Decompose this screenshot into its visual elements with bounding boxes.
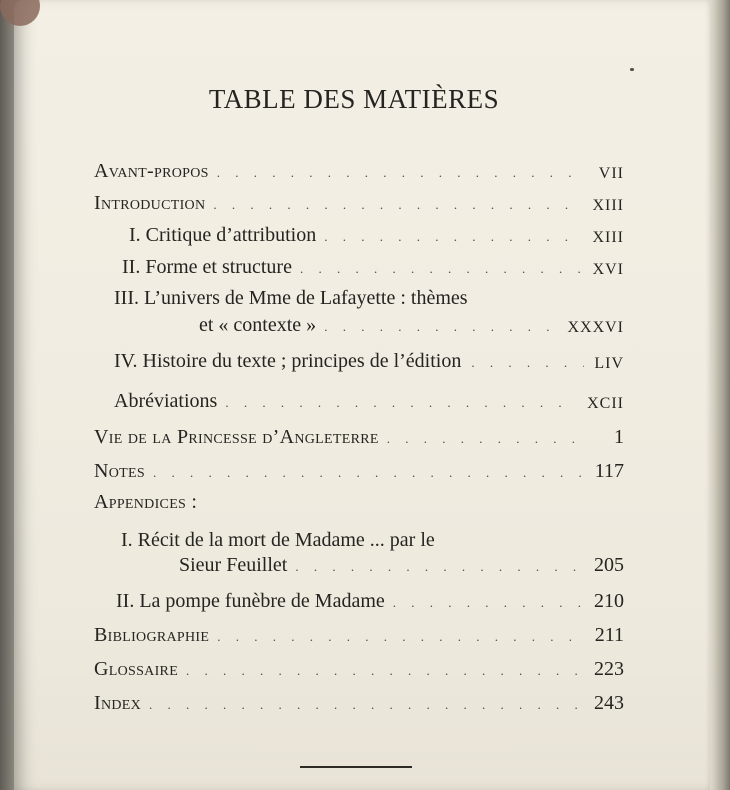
toc-label: Bibliographie: [94, 624, 210, 646]
toc-entry-abreviations: [114, 387, 624, 413]
toc-page-number: 223: [594, 658, 624, 680]
dot-leader: [149, 695, 584, 715]
dot-leader: [324, 227, 582, 247]
toc-entry-univers: [199, 311, 624, 337]
toc-entry-critique: [129, 221, 624, 247]
dot-leader: [217, 627, 584, 647]
toc-entry-vie: [94, 423, 624, 449]
toc-page-number: 211: [594, 624, 624, 646]
toc-page-number: 205: [594, 554, 624, 576]
toc-label: et « contexte »: [199, 314, 317, 336]
toc-page-number: 1: [614, 426, 624, 448]
toc-appendices-heading: Appendices :: [94, 491, 198, 513]
toc-entry-index: [94, 689, 624, 715]
toc-label: Introduction: [94, 192, 206, 214]
toc-page-number: 210: [594, 590, 624, 612]
toc-label: Sieur Feuillet: [179, 554, 288, 576]
dot-leader: [324, 317, 557, 337]
toc-entry-recit-line1: I. Récit de la mort de Madame ... par le: [121, 529, 435, 551]
toc-entry-histoire: [114, 347, 624, 373]
dot-leader: [295, 557, 584, 577]
dot-leader: [213, 195, 582, 215]
toc-page-number: XIII: [592, 197, 624, 214]
toc-entry-introduction: [94, 189, 624, 215]
toc-page-number: XVI: [592, 261, 624, 278]
toc-entry-glossaire: [94, 655, 624, 681]
toc-page-number: LIV: [594, 355, 624, 372]
dot-leader: [225, 393, 577, 413]
toc-page-number: 117: [594, 460, 624, 482]
dot-leader: [300, 259, 583, 279]
closing-rule: [300, 766, 412, 768]
toc-page-number: XCII: [587, 395, 624, 412]
dot-leader: [471, 353, 584, 373]
dot-leader: [186, 661, 584, 681]
toc-label: II. Forme et structure: [122, 256, 292, 278]
toc-page-number: XXXVI: [567, 319, 624, 336]
page-title: TABLE DES MATIÈRES: [208, 84, 500, 114]
toc-label: Index: [94, 692, 142, 714]
toc-label: Avant-propos: [94, 160, 209, 182]
dot-leader: [393, 593, 584, 613]
toc-label: Notes: [94, 460, 145, 482]
finger-tip: [0, 0, 40, 26]
toc-entry-bibliographie: [94, 621, 624, 647]
dot-leader: [387, 429, 584, 449]
toc-entry-avant-propos: [94, 157, 624, 183]
toc-label: IV. Histoire du texte ; principes de l’édition: [114, 350, 462, 372]
paper-speck: [630, 68, 634, 71]
toc-entry-recit: [179, 551, 624, 577]
toc-page-number: 243: [594, 692, 624, 714]
book-page: [14, 0, 710, 790]
dot-leader: [217, 163, 584, 183]
toc-label: I. Critique d’attribution: [129, 224, 317, 246]
toc-label: Abréviations: [114, 390, 218, 412]
book-page-edges: [708, 0, 730, 790]
toc-label: Glossaire: [94, 658, 179, 680]
dot-leader: [153, 463, 584, 483]
toc-entry-forme: [122, 253, 624, 279]
toc-label: II. La pompe funèbre de Madame: [116, 590, 385, 612]
toc-page-number: VII: [598, 165, 624, 182]
toc-page-number: XIII: [592, 229, 624, 246]
toc-label: Vie de la Princesse d’Angleterre: [94, 426, 379, 448]
toc-entry-pompe: [116, 587, 624, 613]
toc-entry-notes: [94, 457, 624, 483]
toc-entry-univers-line1: III. L’univers de Mme de Lafayette : thèmes: [114, 287, 468, 309]
